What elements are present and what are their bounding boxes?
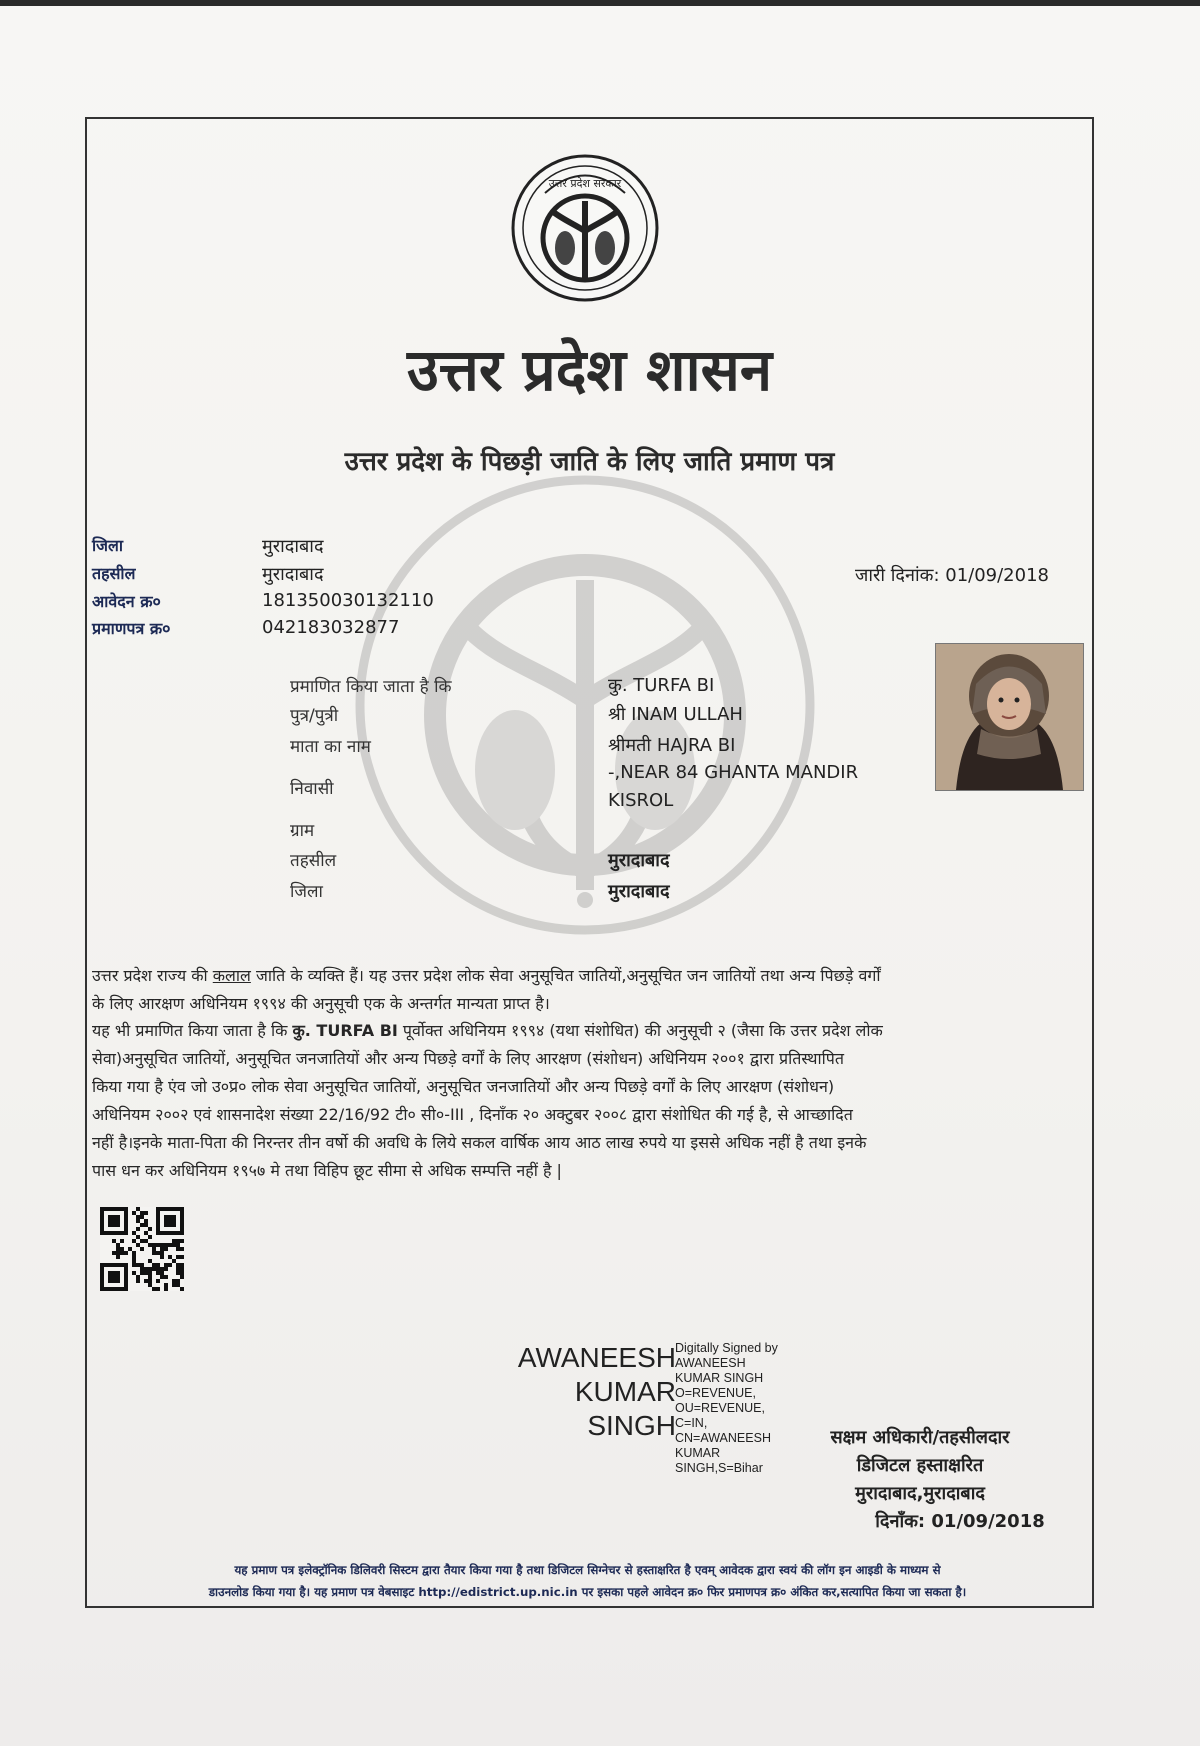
- digital-signature-details: Digitally Signed by AWANEESH KUMAR SINGH O=REVENUE, OU=REVENUE, C=IN, CN=AWANEESH KUMAR SINGH,S=Bihar: [675, 1341, 778, 1475]
- caste-paragraph-line1: उत्तर प्रदेश राज्य की कलाल जाति के व्यक्ति हैं। यह उत्तर प्रदेश लोक सेवा अनुसूचित जातियों,अनुसूचित जन जातियों तथा अन्य पिछड़े वर्गों: [92, 966, 881, 985]
- district-value: मुरादाबाद: [262, 536, 324, 557]
- tehsil-label: तहसील: [92, 564, 136, 583]
- tehsil-value: मुरादाबाद: [262, 564, 324, 585]
- scan-edge: [0, 0, 1200, 6]
- exemption-paragraph-line1: यह भी प्रमाणित किया जाता है कि कु. TURFA BI पूर्वोक्त अधिनियम १९९४ (यथा संशोधित) की अनुसूची २ (जैसा कि उत्तर प्रदेश लोक: [92, 1021, 883, 1040]
- mother-name-label: माता का नाम: [290, 737, 371, 757]
- resident-label: निवासी: [290, 779, 334, 799]
- certificate-number-label: प्रमाणपत्र क्र०: [92, 619, 171, 638]
- certificate-subtitle: उत्तर प्रदेश के पिछड़ी जाति के लिए जाति प्रमाण पत्र: [344, 447, 835, 477]
- digitally-signed-label: डिजिटल हस्ताक्षरित: [856, 1455, 984, 1476]
- village-label: ग्राम: [290, 821, 315, 841]
- resident-value-line2: KISROL: [608, 790, 674, 811]
- application-number-label: आवेदन क्र०: [92, 592, 161, 611]
- issue-date: जारी दिनांक: 01/09/2018: [855, 565, 1049, 586]
- caste-name: कलाल: [212, 966, 251, 985]
- exemption-paragraph-line3: किया गया है एंव जो उ०प्र० लोक सेवा अनुसूचित जातियों, अनुसूचित जनजातियों और अन्य पिछड़े वर्गों के लिए आरक्षण (संशोधन): [92, 1077, 835, 1096]
- caste-paragraph-line2: के लिए आरक्षण अधिनियम १९९४ की अनुसूची एक के अन्तर्गत मान्यता प्राप्त है।: [92, 994, 550, 1013]
- qr-code[interactable]: [100, 1207, 184, 1291]
- child-of-label: पुत्र/पुत्री: [290, 706, 339, 726]
- authority-date: दिनाँक: 01/09/2018: [875, 1511, 1045, 1532]
- authority-title: सक्षम अधिकारी/तहसीलदार: [830, 1427, 1010, 1448]
- field-district-label: जिला: [290, 882, 323, 902]
- mother-name-value: श्रीमती HAJRA BI: [608, 735, 736, 756]
- certified-label: प्रमाणित किया जाता है कि: [290, 677, 452, 697]
- exemption-paragraph-line6: पास धन कर अधिनियम १९५७ मे तथा विहिप छूट सीमा से अधिक सम्पत्ति नहीं है |: [92, 1161, 562, 1180]
- certificate-number-value: 042183032877: [262, 617, 400, 638]
- exemption-paragraph-line5: नहीं है।इनके माता-पिता की निरन्तर तीन वर्षो की अवधि के लिये सकल वार्षिक आय आठ लाख रुपये या इससे अधिक नहीं है तथा इनके: [92, 1133, 867, 1152]
- emblem-text: उत्तर प्रदेश सरकार: [548, 177, 622, 190]
- exemption-paragraph: [92, 1017, 1087, 1185]
- footer-note-line2: डाउनलोड किया गया है। यह प्रमाण पत्र वेबसाइट http://edistrict.up.nic.in पर इसका पहले आवेदन क्र० फिर प्रमाणपत्र क्र० अंकित कर,सत्यापित किया जा सकता है।: [208, 1585, 967, 1599]
- field-tehsil-label: तहसील: [290, 851, 337, 871]
- signer-name-line1: AWANEESH: [517, 1342, 676, 1373]
- applicant-photo: [935, 643, 1084, 791]
- authority-location: मुरादाबाद,मुरादाबाद: [855, 1483, 985, 1504]
- field-tehsil-value: मुरादाबाद: [608, 850, 670, 871]
- application-number-value: 181350030132110: [262, 590, 434, 611]
- applicant-name-bold: कु. TURFA BI: [292, 1021, 398, 1040]
- resident-value-line1: -,NEAR 84 GHANTA MANDIR: [608, 762, 859, 783]
- caste-paragraph: [92, 962, 1087, 1018]
- signer-name-line3: SINGH: [587, 1410, 676, 1441]
- child-of-value: श्री INAM ULLAH: [608, 704, 743, 725]
- district-label: जिला: [92, 536, 124, 555]
- exemption-paragraph-line4: अधिनियम २००२ एवं शासनादेश संख्या 22/16/92 टी० सी०-III , दिनाँक २० अक्टुबर २००८ द्वारा संशोधित की गई है, से आच्छादित: [92, 1105, 853, 1124]
- field-district-value: मुरादाबाद: [608, 881, 670, 902]
- page-title: उत्तर प्रदेश शासन: [406, 336, 773, 404]
- signer-name-line2: KUMAR: [574, 1376, 676, 1407]
- applicant-portrait-icon: [936, 644, 1083, 790]
- certified-value: कु. TURFA BI: [608, 675, 715, 696]
- exemption-paragraph-line2: सेवा)अनुसूचित जातियों, अनुसूचित जनजातियों और अन्य पिछड़े वर्गों के लिए आरक्षण (संशोधन) अधिनियम २००१ द्वारा प्रतिस्थापित: [92, 1049, 845, 1068]
- footer-note-line1: यह प्रमाण पत्र इलेक्ट्रॉनिक डिलिवरी सिस्टम द्वारा तैयार किया गया है तथा डिजिटल सिग्नेचर से हस्ताक्षरित है एवम् आवेदक द्वारा स्वयं की लॉग इन आइडी के माध्यम से: [234, 1563, 941, 1577]
- up-government-emblem-icon: [510, 153, 660, 303]
- watermark-emblem-icon: [330, 470, 840, 940]
